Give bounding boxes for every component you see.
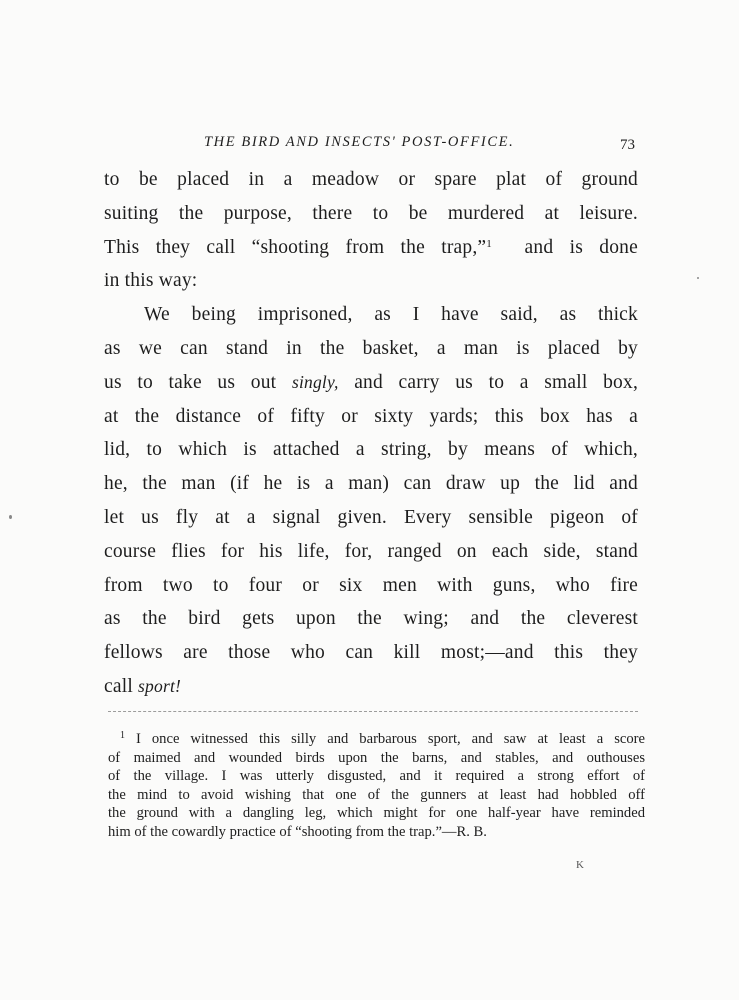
body-line: [104, 366, 638, 400]
footnote-line: the ground with a dangling leg, which might for one half-year have reminded: [108, 805, 645, 822]
body-line-text: This they call “shooting from the trap,”: [104, 236, 487, 258]
body-line: to be placed in a meadow or spare plat of ground: [104, 169, 638, 190]
footnote-line: him of the cowardly practice of “shooting from the trap.”—R. B.: [108, 823, 487, 840]
footnote-line: of the village. I was utterly disgusted, and it required a strong effort of: [108, 768, 645, 785]
running-title: THE BIRD AND INSECTS' POST-OFFICE.: [204, 134, 515, 150]
footnote-separator: [108, 711, 638, 712]
body-line-text: and carry us to a small box,: [354, 371, 639, 393]
body-line: as we can stand in the basket, a man is placed by: [104, 337, 638, 359]
body-line: [104, 231, 638, 265]
body-text: [104, 163, 638, 704]
body-line: lid, to which is attached a string, by means of which,: [104, 439, 638, 461]
body-line: course flies for his life, for, ranged on each side, stand: [104, 540, 638, 562]
footnote-line: of maimed and wounded birds upon the barns, and stables, and outhouses: [108, 749, 645, 766]
running-head: [0, 134, 739, 156]
body-line: from two to four or six men with guns, who fire: [104, 574, 638, 596]
body-line: as the bird gets upon the wing; and the cleverest: [104, 608, 638, 630]
footnote-reference: 1: [486, 237, 492, 250]
footnote-marker: 1: [120, 730, 125, 741]
emphasis-sport: sport!: [138, 675, 182, 696]
emphasis-singly: singly,: [291, 371, 339, 392]
body-line: at the distance of fifty or sixty yards; this box has a: [104, 405, 638, 427]
body-line-text: us to take us out: [104, 371, 277, 393]
body-line: fellows are those who can kill most;—and this they: [104, 642, 638, 664]
footnote-line: the mind to avoid wishing that one of the gunners at least had hobbled off: [108, 786, 645, 803]
body-line: he, the man (if he is a man) can draw up the lid and: [104, 473, 638, 495]
signature-mark: K: [576, 859, 584, 871]
paper-speck: [697, 277, 699, 279]
body-line: let us fly at a signal given. Every sensible pigeon of: [104, 506, 638, 528]
body-line-text: call: [104, 675, 133, 697]
page-number: 73: [620, 137, 635, 153]
body-line-text: and is done: [524, 236, 638, 258]
paper-speck: [9, 515, 12, 519]
body-line: [104, 670, 638, 704]
footnote-line: [108, 730, 645, 749]
body-line: in this way:: [104, 270, 198, 292]
body-line: suiting the purpose, there to be murdered at leisure.: [104, 202, 638, 224]
footnote-line-text: I once witnessed this silly and barbarous sport, and saw at least a score: [136, 731, 645, 747]
body-line: We being imprisoned, as I have said, as thick: [144, 304, 638, 326]
footnote: [108, 730, 645, 842]
